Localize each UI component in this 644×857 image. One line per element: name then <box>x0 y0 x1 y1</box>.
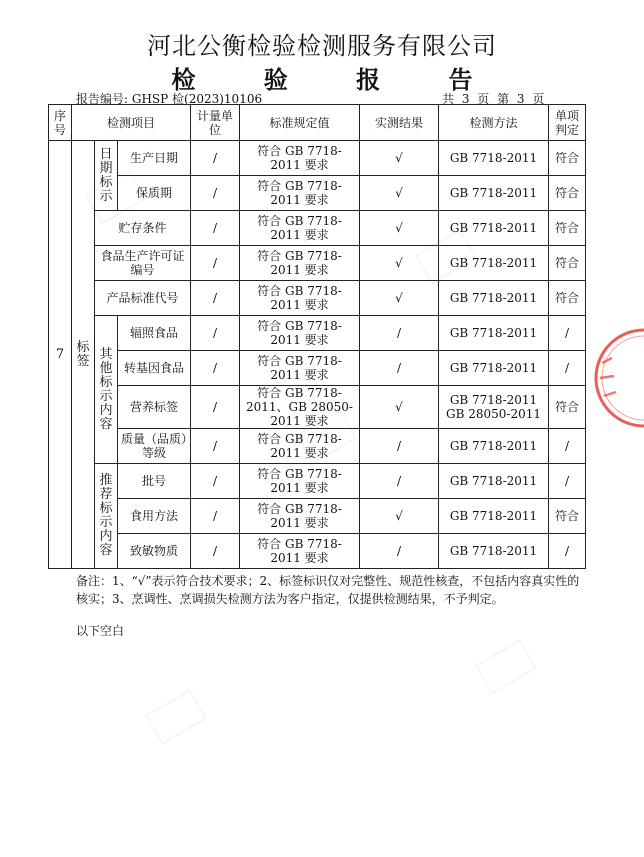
blank-note: 以下空白 <box>76 624 125 638</box>
page-info: 共 3 页 第 3 页 <box>442 92 545 106</box>
header-method: 检测方法 <box>439 105 549 141</box>
seq-cell: 7 <box>49 141 72 569</box>
unit-cell: / <box>191 211 240 246</box>
header-seq: 序号 <box>49 105 72 141</box>
standard-cell: 符合 GB 7718- 2011 要求 <box>240 141 360 176</box>
notes: 备注：1、“√”表示符合技术要求；2、标签标识仅对完整性、规范性核查，不包括内容真实性的核实；3、烹调性、烹调损失检测方法为客户指定，仅提供检测结果，不予判定。 <box>76 574 580 606</box>
item-cell: 致敏物质 <box>118 534 191 569</box>
method-cell: GB 7718-2011 <box>439 316 549 351</box>
standard-cell: 符合 GB 7718-2011 要求 <box>240 246 360 281</box>
verdict-cell: 符合 <box>549 281 586 316</box>
verdict-cell: / <box>549 316 586 351</box>
table-row <box>49 464 586 499</box>
method-cell: GB 7718-2011 <box>439 176 549 211</box>
table-row <box>49 351 586 386</box>
result-cell: √ <box>360 211 439 246</box>
result-cell: / <box>360 316 439 351</box>
method-cell: GB 7718-2011 <box>439 429 549 464</box>
unit-cell: / <box>191 464 240 499</box>
verdict-cell: 符合 <box>549 211 586 246</box>
method-cell: GB 7718-2011 <box>439 246 549 281</box>
result-cell: √ <box>360 176 439 211</box>
result-cell: / <box>360 351 439 386</box>
method-cell: GB 7718-2011 <box>439 141 549 176</box>
unit-cell: / <box>191 351 240 386</box>
group-other-cell: 其 他 标 示 内 容 <box>95 316 118 464</box>
standard-cell: 符合 GB 7718-2011、GB 28050-2011 要求 <box>240 386 360 429</box>
result-cell: √ <box>360 281 439 316</box>
header-standard: 标准规定值 <box>240 105 360 141</box>
result-cell: √ <box>360 246 439 281</box>
table-row <box>49 246 586 281</box>
item-cell: 批号 <box>118 464 191 499</box>
item-cell: 产品标准代号 <box>95 281 191 316</box>
verdict-cell: 符合 <box>549 386 586 429</box>
verdict-cell: / <box>549 464 586 499</box>
method-cell: GB 7718-2011 <box>439 281 549 316</box>
unit-cell: / <box>191 386 240 429</box>
standard-cell: 符合 GB 7718- 2011 要求 <box>240 176 360 211</box>
unit-cell: / <box>191 499 240 534</box>
verdict-cell: 符合 <box>549 141 586 176</box>
company-name: 河北公衡检验检测服务有限公司 <box>147 32 497 60</box>
standard-cell: 符合 GB 7718-2011 要求 <box>240 534 360 569</box>
item-cell: 食品生产许可证编号 <box>95 246 191 281</box>
result-cell: √ <box>360 386 439 429</box>
unit-cell: / <box>191 176 240 211</box>
method-cell: GB 7718-2011 <box>439 499 549 534</box>
unit-cell: / <box>191 316 240 351</box>
method-cell: GB 7718-2011 <box>439 464 549 499</box>
item-cell: 营养标签 <box>118 386 191 429</box>
item-cell: 质量（品质）等级 <box>118 429 191 464</box>
verdict-cell: 符合 <box>549 499 586 534</box>
watermark-mark <box>145 689 207 744</box>
result-cell: √ <box>360 499 439 534</box>
standard-cell: 符合 GB 7718-2011 要求 <box>240 281 360 316</box>
group-date-cell: 日 期 标 示 <box>95 141 118 211</box>
result-cell: / <box>360 464 439 499</box>
company-seal-icon <box>582 318 644 438</box>
watermark-mark <box>475 639 537 694</box>
item-cell: 转基因食品 <box>118 351 191 386</box>
table-row <box>49 176 586 211</box>
standard-cell: 符合 GB 7718-2011 要求 <box>240 211 360 246</box>
standard-cell: 符合 GB 7718-2011 要求 <box>240 316 360 351</box>
verdict-cell: / <box>549 429 586 464</box>
group-label-cell: 标 签 <box>72 141 95 569</box>
document-title: 检 验 报 告 <box>171 65 503 94</box>
table-row <box>49 211 586 246</box>
table-row <box>49 429 586 464</box>
method-cell: GB 7718-2011 <box>439 534 549 569</box>
table-row <box>49 316 586 351</box>
standard-cell: 符合 GB 7718-2011 要求 <box>240 351 360 386</box>
table-row <box>49 499 586 534</box>
item-cell: 食用方法 <box>118 499 191 534</box>
group-recommend-cell: 推 荐 标 示 内 容 <box>95 464 118 569</box>
table-row <box>49 386 586 429</box>
unit-cell: / <box>191 246 240 281</box>
header-unit: 计量单位 <box>191 105 240 141</box>
report-number: 报告编号: GHSP 检(2023)10106 <box>76 92 263 106</box>
item-cell: 辐照食品 <box>118 316 191 351</box>
inspection-table <box>48 104 586 569</box>
verdict-cell: / <box>549 351 586 386</box>
method-cell: GB 7718-2011 GB 28050-2011 <box>439 386 549 429</box>
table-header-row <box>49 105 586 141</box>
table-row <box>49 141 586 176</box>
table-row <box>49 281 586 316</box>
table-row <box>49 534 586 569</box>
method-cell: GB 7718-2011 <box>439 351 549 386</box>
verdict-cell: / <box>549 534 586 569</box>
unit-cell: / <box>191 534 240 569</box>
result-cell: / <box>360 534 439 569</box>
standard-cell: 符合 GB 7718-2011 要求 <box>240 429 360 464</box>
item-cell: 贮存条件 <box>95 211 191 246</box>
unit-cell: / <box>191 281 240 316</box>
item-cell: 保质期 <box>118 176 191 211</box>
standard-cell: 符合 GB 7718-2011 要求 <box>240 464 360 499</box>
unit-cell: / <box>191 429 240 464</box>
header-verdict: 单项判定 <box>549 105 586 141</box>
item-cell: 生产日期 <box>118 141 191 176</box>
standard-cell: 符合 GB 7718-2011 要求 <box>240 499 360 534</box>
header-item: 检测项目 <box>72 105 191 141</box>
result-cell: / <box>360 429 439 464</box>
header-result: 实测结果 <box>360 105 439 141</box>
result-cell: √ <box>360 141 439 176</box>
unit-cell: / <box>191 141 240 176</box>
verdict-cell: 符合 <box>549 246 586 281</box>
verdict-cell: 符合 <box>549 176 586 211</box>
method-cell: GB 7718-2011 <box>439 211 549 246</box>
